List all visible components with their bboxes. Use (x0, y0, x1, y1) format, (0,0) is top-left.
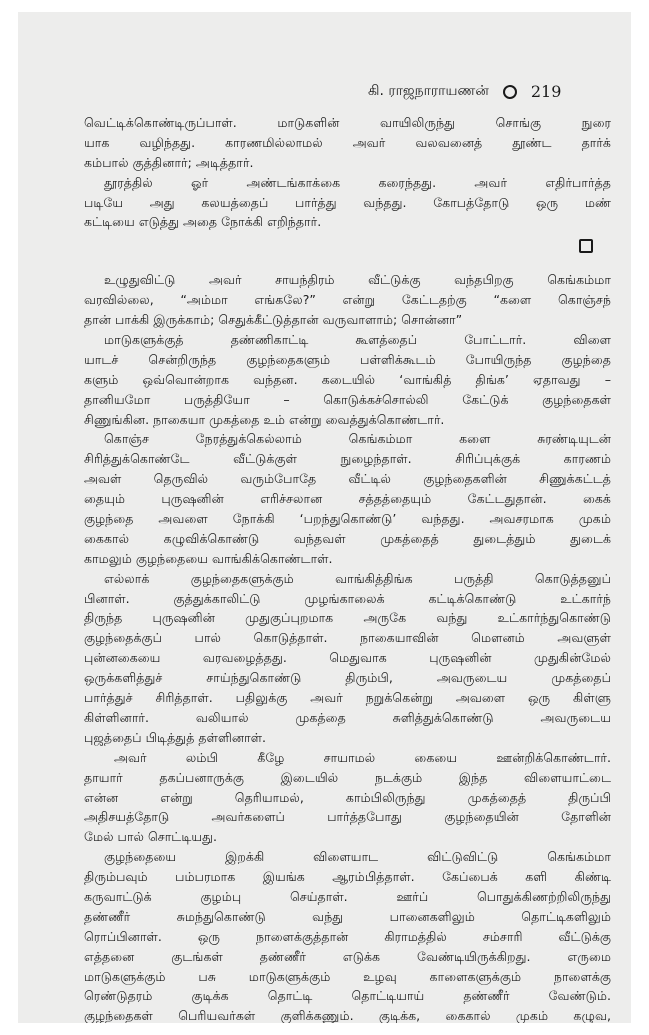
text-line: சிணுங்கின. நாகையா முகத்தை உம் என்று வைத்துக்கொண்டார். (84, 411, 445, 427)
text-line: தூரத்தில் ஓர் அண்டங்காக்கை கரைந்தது. அவர் எதிர்பார்த்த (104, 174, 611, 190)
text-line: மேல் பால் சொட்டியது. (84, 829, 218, 845)
text-line: வரவில்லை, “அம்மா எங்கலே?” என்று கேட்டதற்கு “களை கொஞ்சந் (84, 292, 611, 308)
text-line: ஒருக்களித்துச் சாய்ந்துகொண்டு திரும்பி, அவருடைய முகத்தைப் (84, 670, 611, 686)
paragraph (84, 113, 611, 173)
text-line: படியே அது கலயத்தைப் பார்த்து வந்தது. கோபத்தோடு ஒரு மண் (84, 194, 611, 210)
text-line: திருந்த புருஷனின் முதுகுப்புறமாக அருகே வந்து உட்கார்ந்துகொண்டு (84, 610, 611, 626)
text-line: குழந்தையை இறக்கி விளையாட விட்டுவிட்டு கெங்கம்மா (104, 849, 611, 865)
text-line: உழுதுவிட்டு அவர் சாயந்திரம் வீட்டுக்கு வந்தபிறகு கெங்கம்மா (104, 272, 611, 288)
text-line: வெட்டிக்கொண்டிருப்பாள். மாடுகளின் வாயிலிருந்து சொங்கு நுரை (84, 115, 611, 130)
text-line: புஜத்தைப் பிடித்துத் தள்ளினாள். (84, 729, 267, 745)
paragraph (84, 270, 611, 330)
text-line: தண்ணீர் சுமந்துகொண்டு வந்து பானைகளிலும் தொட்டிகளிலும் (84, 908, 611, 924)
book-page (18, 12, 631, 1023)
header-author: கி. ராஜநாராயணன் (368, 82, 489, 99)
text-line: புன்னகையை வரவழைத்தது. மெதுவாக புருஷனின் முதுகின்மேல் (84, 650, 611, 666)
text-line: களும் ஒவ்வொன்றாக வந்தன. கடையில் ‘வாங்கித் திங்க’ ஏதாவது – (84, 371, 611, 387)
text-line: என்ன என்று தெரியாமல், காம்பிலிருந்து முகத்தைத் திருப்பி (84, 789, 611, 805)
text-line: எத்தனை குடங்கள் தண்ணீர் எடுக்க வேண்டியிருக்கிறது. எருமை (84, 948, 611, 964)
text-line: கருவாட்டுக் குழம்பு செய்தாள். ஊர்ப் பொதுக்கிணற்றிலிருந்து (84, 888, 611, 904)
text-line: தையும் புருஷனின் எரிச்சலான சத்தத்தையும் கேட்டதுதான். கைக் (84, 491, 611, 507)
text-line: யாடச் சென்றிருந்த குழந்தைகளும் பள்ளிக்கூடம் போயிருந்த குழந்தை (84, 351, 611, 367)
text-line: கம்பால் குத்தினார்; அடித்தார். (84, 154, 254, 170)
text-line: சிரித்துக்கொண்டே வீட்டுக்குள் நுழைந்தாள். சிரிப்புக்குக் காரணம் (84, 451, 611, 467)
text-line: கொஞ்ச நேரத்துக்கெல்லாம் கெங்கம்மா களை சுரண்டியுடன் (104, 431, 611, 447)
text-line: ரொப்பினாள். ஒரு நாளைக்குத்தான் கிராமத்தில் சம்சாரி வீட்டுக்கு (84, 928, 611, 944)
text-line: மாடுகளுக்கும் பசு மாடுகளுக்கும் உழவு காளைகளுக்கும் நாளைக்கு (84, 968, 611, 984)
body-text (84, 113, 611, 1023)
text-line: மாடுகளுக்குத் தண்ணிகாட்டி கூளத்தைப் போட்டார். விளை (104, 332, 611, 348)
paragraph (84, 569, 611, 748)
circle-ornament-icon (503, 85, 517, 99)
text-line: எல்லாக் குழந்தைகளுக்கும் வாங்கித்திங்க பருத்தி கொடுத்தனுப் (104, 570, 611, 586)
page-number: 219 (530, 82, 562, 101)
text-line: அவள் தெருவில் வரும்போதே வீட்டில் குழந்தைகளின் சிணுக்கட்டத் (84, 471, 611, 487)
text-line: காமலும் குழந்தையை வாங்கிக்கொண்டாள். (84, 550, 333, 566)
text-line: குழந்தைகள் பெரியவர்கள் குளிக்கணும். குடிக்க, கைகால் முகம் கழுவ, (84, 1008, 611, 1023)
text-line: அவர் லம்பி கீழே சாயாமல் கையை ஊன்றிக்கொண்டார். (114, 749, 611, 765)
text-line: குழந்தைக்குப் பால் கொடுத்தாள். நாகையாவின் மௌனம் அவளுள் (84, 630, 611, 646)
text-line: கிள்ளினார். வலியால் முகத்தை சுளித்துக்கொண்டு அவருடைய (84, 709, 611, 725)
text-line: பார்த்துச் சிரித்தாள். பதிலுக்கு அவர் நறுக்கென்று அவளை ஒரு கிள்ளு (84, 690, 611, 706)
paragraph (84, 847, 611, 1023)
paragraph (84, 429, 611, 568)
text-line: தான் பாக்கி இருக்காம்; செதுக்கீட்டுத்தான் வருவாளாம்; சொன்னா” (84, 312, 463, 328)
text-line: கட்டியை எடுத்து அதை நோக்கி எறிந்தார். (84, 214, 322, 230)
paragraph (84, 173, 611, 233)
text-line: கைகால் கழுவிக்கொண்டு வந்தவள் முகத்தைத் துடைத்தும் துடைக் (84, 530, 611, 546)
text-line: தானியமோ பருத்தியோ – கொடுக்கச்சொல்லி கேட்டுக் குழந்தைகள் (84, 391, 611, 407)
text-line: அதிசயத்தோடு அவர்களைப் பார்த்தபோது குழந்தையின் தோளின் (84, 809, 611, 825)
text-line: குழந்தை அவளை நோக்கி ‘பறந்துகொண்டு’ வந்தது. அவசரமாக முகம் (84, 511, 611, 527)
paragraph (84, 330, 611, 429)
text-line: ரெண்டுதரம் குடிக்க தொட்டி தொட்டியாய் தண்ணீர் வேண்டும். (84, 988, 611, 1004)
paragraph (84, 748, 611, 847)
text-line: திரும்பவும் பம்பரமாக இயங்க ஆரம்பித்தாள். கேப்பைக் களி கிண்டி (84, 869, 611, 885)
text-line: யாக வழிந்தது. காரணமில்லாமல் அவர் வலவனைத் தூண்ட தார்க் (84, 134, 611, 150)
text-line: பினாள். குத்துக்காலிட்டு முழங்காலைக் கட்டிக்கொண்டு உட்கார்ந் (84, 590, 611, 606)
text-line: தாயார் தகப்பனாருக்கு இடையில் நடக்கும் இந்த விளையாட்டை (84, 769, 611, 785)
running-header (368, 82, 561, 101)
